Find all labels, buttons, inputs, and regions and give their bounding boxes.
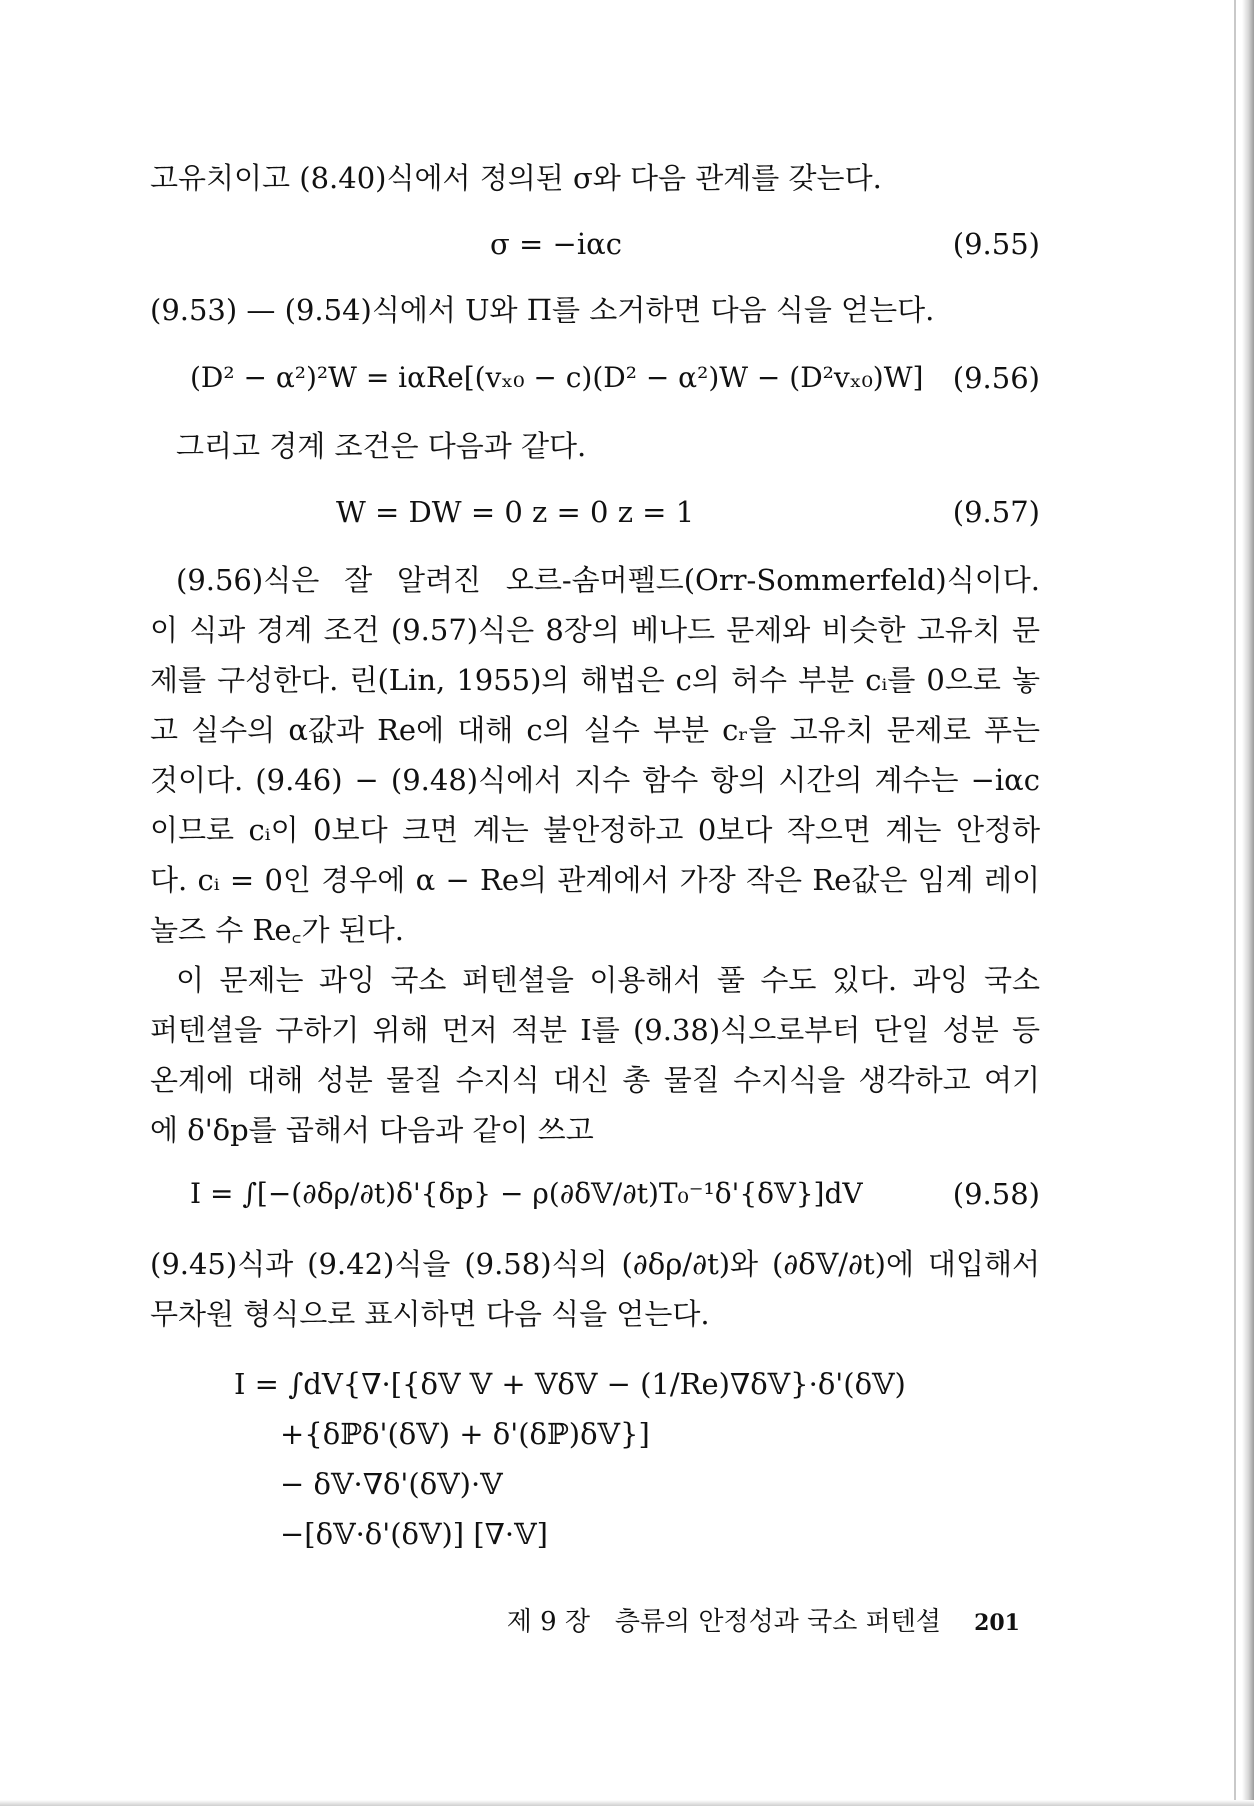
equation-number: (9.55) xyxy=(952,227,1040,261)
text-line: 놀즈 수 Re꜀가 된다. xyxy=(150,913,404,947)
text-line: (9.53) — (9.54)식에서 U와 Π를 소거하면 다음 식을 얻는다. xyxy=(150,293,935,327)
text-line: 것이다. (9.46) − (9.48)식에서 지수 함수 항의 시간의 계수는 −iαc xyxy=(150,763,1040,797)
equation-9-55: σ = −iαc xyxy=(490,227,622,261)
text-line: 다. cᵢ = 0인 경우에 α − Re의 관계에서 가장 작은 Re값은 임계 레이 xyxy=(150,863,1040,897)
equation-final-line: +{δℙδ'(δ𝕍) + δ'(δℙ)δ𝕍}] xyxy=(280,1417,650,1451)
chapter-label: 제 9 장 xyxy=(506,1607,591,1637)
equation-9-56: (D² − α²)²W = iαRe[(vₓ₀ − c)(D² − α²)W − (D²vₓ₀)W] xyxy=(190,361,924,394)
text-line: 제를 구성한다. 린(Lin, 1955)의 해법은 c의 허수 부분 cᵢ를 0으로 놓 xyxy=(150,663,1040,697)
text-line: (9.45)식과 (9.42)식을 (9.58)식의 (∂δρ/∂t)와 (∂δ𝕍/∂t)에 대입해서 xyxy=(150,1247,1040,1281)
equation-final-line: − δ𝕍·∇δ'(δ𝕍)·𝕍 xyxy=(280,1467,503,1501)
equation-number: (9.58) xyxy=(952,1177,1040,1211)
page-edge-bottom xyxy=(0,1800,1254,1806)
text-line: 에 δ'δp를 곱해서 다음과 같이 쓰고 xyxy=(150,1113,594,1147)
equation-final-line: I = ∫dV{∇·[{δ𝕍 𝕍 + 𝕍δ𝕍 − (1/Re)∇δ𝕍}·δ'(δ𝕍) xyxy=(234,1367,906,1401)
text-line: 그리고 경계 조건은 다음과 같다. xyxy=(176,429,587,463)
text-line: 온계에 대해 성분 물질 수지식 대신 총 물질 수지식을 생각하고 여기 xyxy=(150,1063,1040,1097)
text-line: 고 실수의 α값과 Re에 대해 c의 실수 부분 cᵣ을 고유치 문제로 푸는 xyxy=(150,713,1040,747)
text-line: (9.56)식은 잘 알려진 오르-솜머펠드(Orr-Sommerfeld)식이다. xyxy=(176,563,1040,597)
page-edge-right xyxy=(1242,0,1254,1806)
text-line: 이므로 cᵢ이 0보다 크면 계는 불안정하고 0보다 작으면 계는 안정하 xyxy=(150,813,1040,847)
page-edge-inner xyxy=(1234,0,1236,1806)
chapter-title: 층류의 안정성과 국소 퍼텐셜 xyxy=(614,1607,941,1637)
page-footer xyxy=(150,1606,1020,1639)
equation-9-57: W = DW = 0 z = 0 z = 1 xyxy=(336,495,695,529)
equation-number: (9.56) xyxy=(952,361,1040,395)
text-line: 무차원 형식으로 표시하면 다음 식을 얻는다. xyxy=(150,1297,710,1331)
text-line: 고유치이고 (8.40)식에서 정의된 σ와 다음 관계를 갖는다. xyxy=(150,161,882,195)
equation-number: (9.57) xyxy=(952,495,1040,529)
text-line: 퍼텐셜을 구하기 위해 먼저 적분 I를 (9.38)식으로부터 단일 성분 등 xyxy=(150,1013,1040,1047)
text-line: 이 식과 경계 조건 (9.57)식은 8장의 베나드 문제와 비슷한 고유치 문 xyxy=(150,613,1040,647)
page-number: 201 xyxy=(974,1610,1020,1636)
equation-final-line: −[δ𝕍·δ'(δ𝕍)] [∇·𝕍] xyxy=(280,1517,548,1551)
text-line: 이 문제는 과잉 국소 퍼텐셜을 이용해서 풀 수도 있다. 과잉 국소 xyxy=(176,963,1040,997)
equation-9-58: I = ∫[−(∂δρ/∂t)δ'{δp} − ρ(∂δ𝕍/∂t)T₀⁻¹δ'{δ𝕍}]dV xyxy=(190,1177,863,1210)
